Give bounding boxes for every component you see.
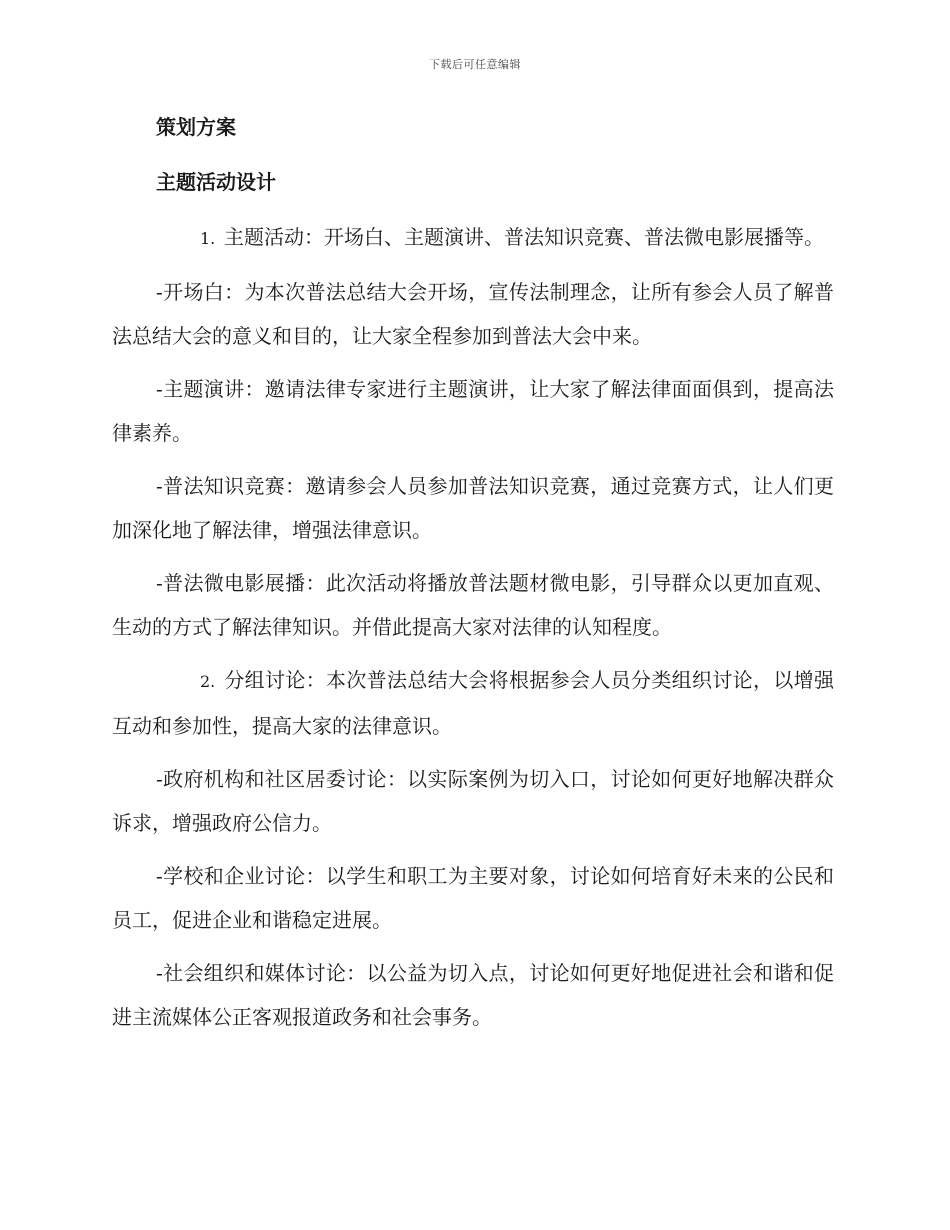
paragraph (112, 215, 834, 261)
paragraph (112, 757, 834, 845)
paragraph-text: 主题活动：开场白、主题演讲、普法知识竞赛、普法微电影展播等。 (224, 225, 824, 249)
paragraph (112, 270, 834, 358)
document-body (112, 108, 834, 1048)
paragraph-text: -普法微电影展播：此次活动将播放普法题材微电影，引导群众以更加直观、生动的方式了解法律知识。并借此提高大家对法律的认知程度。 (112, 571, 834, 639)
paragraph (112, 561, 834, 649)
item-number: 1. (200, 229, 216, 248)
paragraph (112, 658, 834, 748)
paragraph-text: -学校和企业讨论：以学生和职工为主要对象，讨论如何培育好未来的公民和员工，促进企业和谐稳定进展。 (112, 864, 834, 932)
paragraph (112, 367, 834, 455)
paragraph (112, 464, 834, 552)
paragraph (112, 854, 834, 942)
paragraph-text: -普法知识竞赛：邀请参会人员参加普法知识竞赛，通过竞赛方式，让人们更加深化地了解法律，增强法律意识。 (112, 474, 834, 542)
paragraph-text: -社会组织和媒体讨论：以公益为切入点，讨论如何更好地促进社会和谐和促进主流媒体公正客观报道政务和社会事务。 (112, 961, 834, 1029)
paragraph-text: 分组讨论：本次普法总结大会将根据参会人员分类组织讨论，以增强互动和参加性，提高大家的法律意识。 (112, 668, 834, 738)
item-number: 2. (200, 672, 216, 691)
paragraph-text: -主题演讲：邀请法律专家进行主题演讲，让大家了解法律面面俱到，提高法律素养。 (112, 377, 834, 445)
section-heading: 主题活动设计 (156, 170, 276, 194)
paragraph (112, 951, 834, 1039)
header-note: 下载后可任意编辑 (429, 58, 521, 71)
document-title: 策划方案 (156, 115, 236, 139)
paragraph-text: -开场白：为本次普法总结大会开场，宣传法制理念，让所有参会人员了解普法总结大会的意义和目的，让大家全程参加到普法大会中来。 (112, 280, 834, 348)
paragraph-text: -政府机构和社区居委讨论：以实际案例为切入口，讨论如何更好地解决群众诉求，增强政府公信力。 (112, 767, 834, 835)
